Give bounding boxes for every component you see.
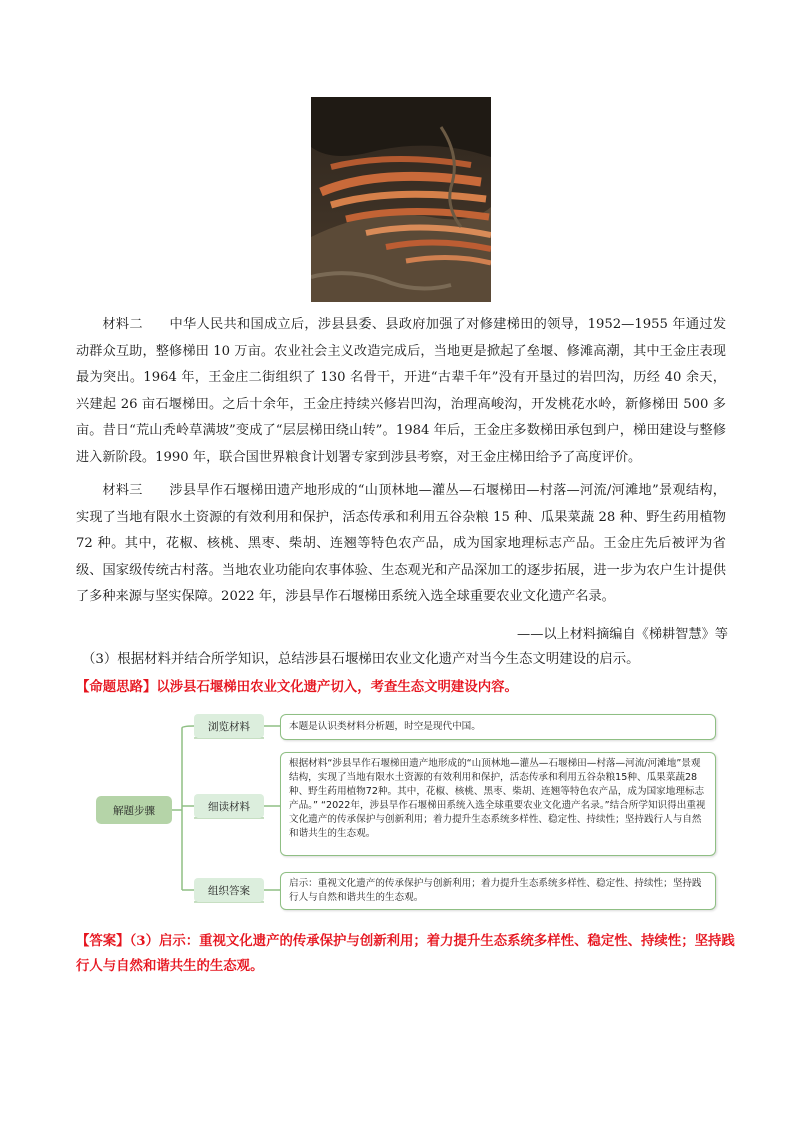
material-three [76,478,726,611]
material-two-label: 材料二 [102,317,143,332]
terraced-fields-photo [311,97,491,302]
material-three-text: 涉县旱作石堰梯田遗产地形成的“山顶林地—灌丛—石堰梯田—村落—河流/河滩地”景观结构，实现了当地有限水土资源的有效利用和保护，活态传承和利用五谷杂粮 15 种、瓜果菜蔬 28 种、野生药用植物 72 种。其中，花椒、核桃、黑枣、柴胡、连翘等特色农产品，成为国家地理标志产品。王金庄先后被评为省级、国家级传统古村落。当地农业功能向农事体验、生态观光和产品深加工的逐步拓展，进一步为农户生计提供了多种来源与坚实保障。2022 年，涉县旱作石堰梯田系统入选全球重要农业文化遗产名录。 [76,483,726,605]
branch-read-materials: 细读材料 [194,794,264,818]
material-source: ——以上材料摘编自《梯耕智慧》等 [517,627,728,642]
card-read-materials: 根据材料“涉县旱作石堰梯田遗产地形成的“山顶林地—灌丛—石堰梯田—村落—河流/河滩地”景观结构，实现了当地有限水土资源的有效利用和保护，活态传承和利用五谷杂粮15种、瓜果菜蔬28种、野生药用植物72种。其中，花椒、核桃、黑枣、柴胡、连翘等特色农产品，成为国家地理标志产品。” “2022年，涉县旱作石堰梯田系统入选全球重要农业文化遗产名录。”结合所学知识得出重视文化遗产的传承保护与创新利用；着力提升生态系统多样性、稳定性、持续性；坚持践行人与自然和谐共生的生态观。 [280,752,716,856]
branch-organize-answer: 组织答案 [194,878,264,902]
question-text: （3）根据材料并结合所学知识，总结涉县石堰梯田农业文化遗产对当今生态文明建设的启示。 [82,652,640,667]
material-three-label: 材料三 [102,483,143,498]
answer-text: 【答案】（3）启示：重视文化遗产的传承保护与创新利用；着力提升生态系统多样性、稳定性、持续性；坚持践行人与自然和谐共生的生态观。 [76,933,735,974]
material-two-text: 中华人民共和国成立后，涉县县委、县政府加强了对修建梯田的领导，1952—1955 年通过发动群众互助，整修梯田 10 万亩。农业社会主义改造完成后，当地更是掀起了垒堰、修滩高潮，其中王金庄表现最为突出。1964 年，王金庄二街组织了 130 名骨干，开进“古辈千年”没有开垦过的岩凹沟，历经 40 余天，兴建起 26 亩石堰梯田。之后十余年，王金庄持续兴修岩凹沟，治理高峻沟，开发桃花水岭，新修梯田 500 多亩。昔日“荒山秃岭草满坡”变成了“层层梯田绕山转”。1984 年后，王金庄多数梯田承包到户，梯田建设与整修进入新阶段。1990 年，联合国世界粮食计划署专家到涉县考察，对王金庄梯田给予了高度评价。 [76,317,727,465]
proposition-idea: 【命题思路】以涉县石堰梯田农业文化遗产切入，考查生态文明建设内容。 [76,679,518,695]
card-organize-answer: 启示：重视文化遗产的传承保护与创新利用；着力提升生态系统多样性、稳定性、持续性；坚持践行人与自然和谐共生的生态观。 [280,872,716,910]
branch-browse-materials: 浏览材料 [194,714,264,738]
terrace-illustration [311,97,491,302]
card-browse-materials: 本题是认识类材料分析题，时空是现代中国。 [280,714,716,740]
material-two [76,312,726,472]
mindmap-root: 解题步骤 [96,796,172,824]
solution-steps-mindmap [90,710,730,916]
